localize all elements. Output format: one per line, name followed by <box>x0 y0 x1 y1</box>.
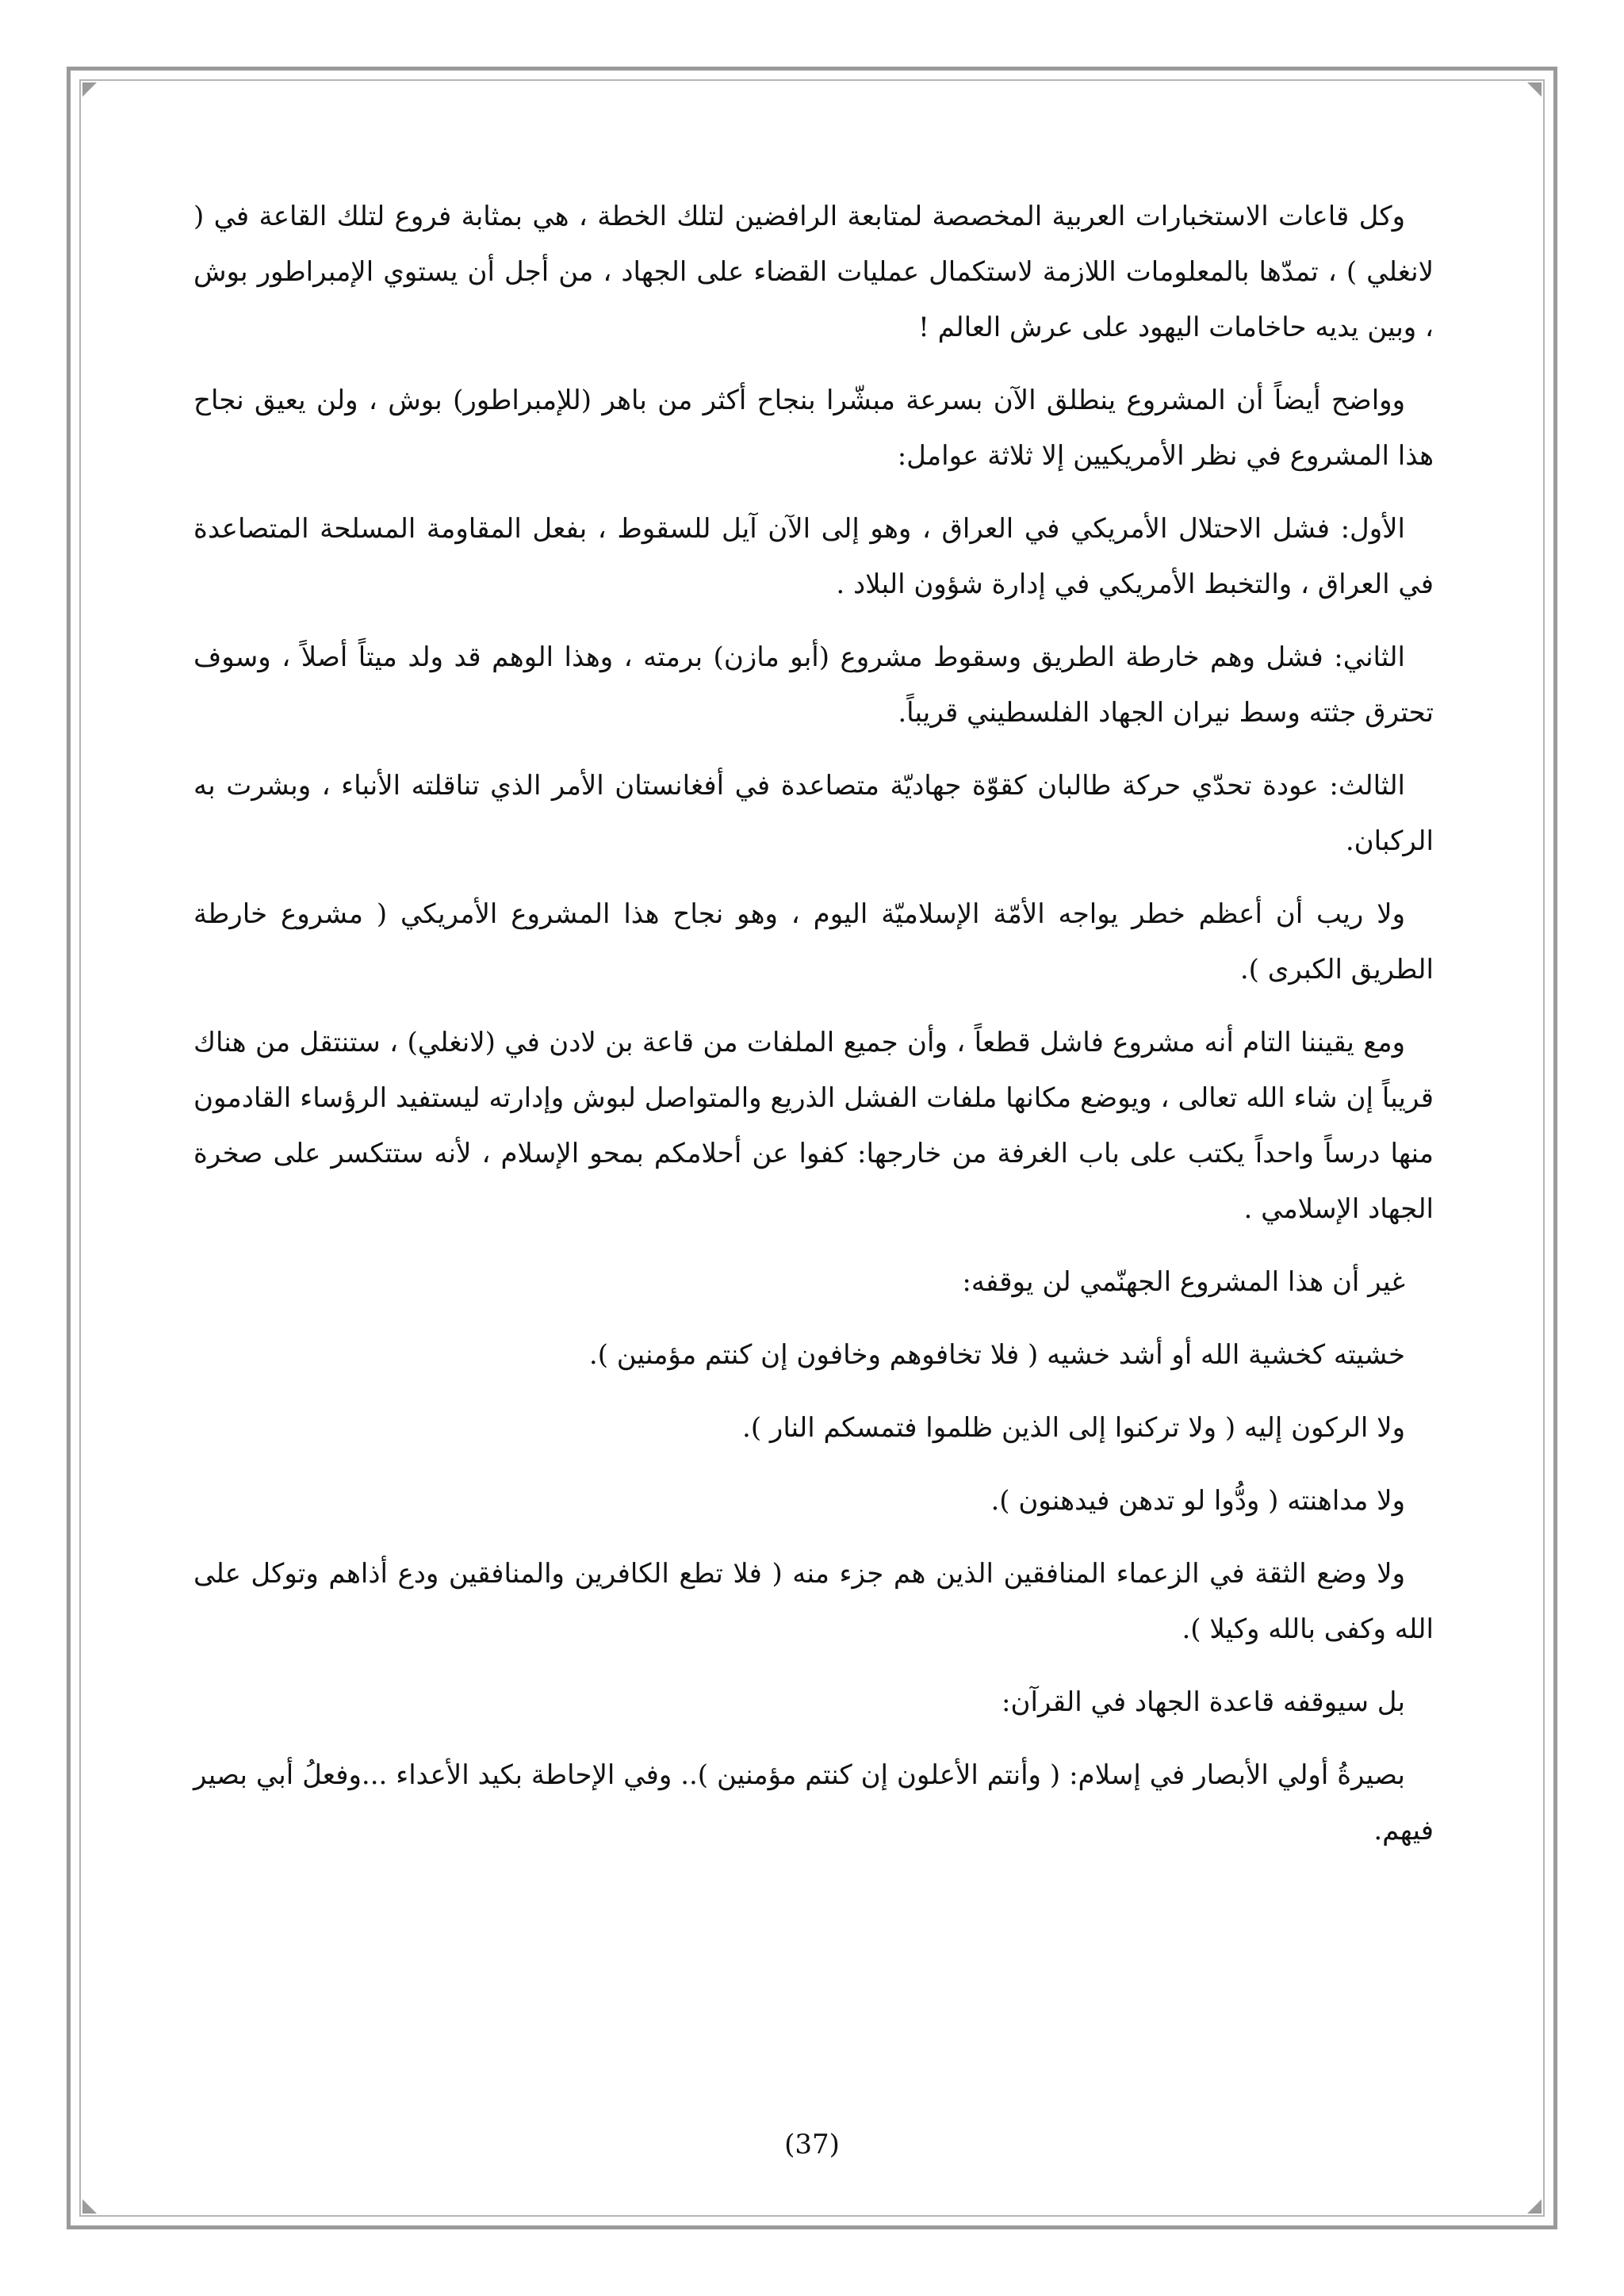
corner-ornament-top-right <box>1527 82 1542 97</box>
paragraph-factor-first: الأول: فشل الاحتلال الأمريكي في العراق ، وهو إلى الآن آيل للسقوط ، بفعل المقاومة المسلحة المتصاعدة في العراق ، والتخبط الأمريكي في إدارة شؤون البلاد . <box>193 513 1434 600</box>
paragraph-trust-leaders: ولا وضع الثقة في الزعماء المنافقين الذين هم جزء منه ( فلا تطع الكافرين والمنافقين ودع أذاهم وتوكل على الله وكفى بالله وكيلا ). <box>193 1558 1434 1645</box>
paragraph-factor-second: الثاني: فشل وهم خارطة الطريق وسقوط مشروع (أبو مازن) برمته ، وهذا الوهم قد ولد ميتاً أصلاً ، وسوف تحترق جثته وسط نيران الجهاد الفلسطيني قريباً. <box>193 641 1434 729</box>
page-body <box>193 189 1434 1876</box>
paragraph-jihad-rule: بل سيوقفه قاعدة الجهاد في القرآن: <box>1002 1686 1405 1718</box>
paragraph-fear: خشيته كخشية الله أو أشد خشيه ( فلا تخافوهم وخافون إن كنتم مؤمنين ). <box>588 1339 1405 1371</box>
paragraph-intelligence-rooms: وكل قاعات الاستخبارات العربية المخصصة لمتابعة الرافضين لتلك الخطة ، هي بمثابة فروع لتلك القاعة في ( لانغلي ) ، تمدّها بالمعلومات اللازمة لاستكمال عمليات القضاء على الجهاد ، من أجل أن يستوي الإمبراطور بوش ، وبين يديه حاخامات اليهود على عرش العالم ! <box>193 201 1434 343</box>
paragraph-will-not-stop: غير أن هذا المشروع الجهنّمي لن يوقفه: <box>962 1266 1405 1298</box>
paragraph-greatest-danger: ولا ريب أن أعظم خطر يواجه الأمّة الإسلاميّة اليوم ، وهو نجاح هذا المشروع الأمريكي ( مشروع خارطة الطريق الكبرى ). <box>193 898 1434 985</box>
paragraph-insight: بصيرةُ أولي الأبصار في إسلام: ( وأنتم الأعلون إن كنتم مؤمنين ).. وفي الإحاطة بكيد الأعداء ...وفعلُ أبي بصير فيهم. <box>193 1759 1434 1846</box>
paragraph-factor-third: الثالث: عودة تحدّي حركة طالبان كقوّة جهاديّة متصاعدة في أفغانستان الأمر الذي تناقلته الأنباء ، وبشرت به الركبان. <box>193 770 1434 857</box>
paragraph-certainty: ومع يقيننا التام أنه مشروع فاشل قطعاً ، وأن جميع الملفات من قاعة بن لادن في (لانغلي) ، ستنتقل من هناك قريباً إن شاء الله تعالى ، ويوضع مكانها ملفات الفشل الذريع والمتواصل لبوش وإدارته ليستفيد الرؤساء القادمون منها درساً واحداً يكتب على باب الغرفة من خارجها: كفوا عن أحلامكم بمحو الإسلام ، لأنه ستتكسر على صخرة الجهاد الإسلامي . <box>193 1027 1434 1225</box>
corner-ornament-bottom-left <box>82 2199 97 2214</box>
paragraph-project-launch: وواضح أيضاً أن المشروع ينطلق الآن بسرعة مبشّرا بنجاح أكثر من باهر (للإمبراطور) بوش ، ولن يعيق نجاح هذا المشروع في نظر الأمريكيين إلا ثلاثة عوامل: <box>193 385 1434 472</box>
corner-ornament-bottom-right <box>1527 2199 1542 2214</box>
paragraph-compromise: ولا مداهنته ( ودُّوا لو تدهن فيدهنون ). <box>990 1485 1405 1517</box>
paragraph-reliance: ولا الركون إليه ( ولا تركنوا إلى الذين ظلموا فتمسكم النار ). <box>742 1412 1405 1444</box>
page-number: (37) <box>784 2129 840 2160</box>
corner-ornament-top-left <box>82 82 97 97</box>
